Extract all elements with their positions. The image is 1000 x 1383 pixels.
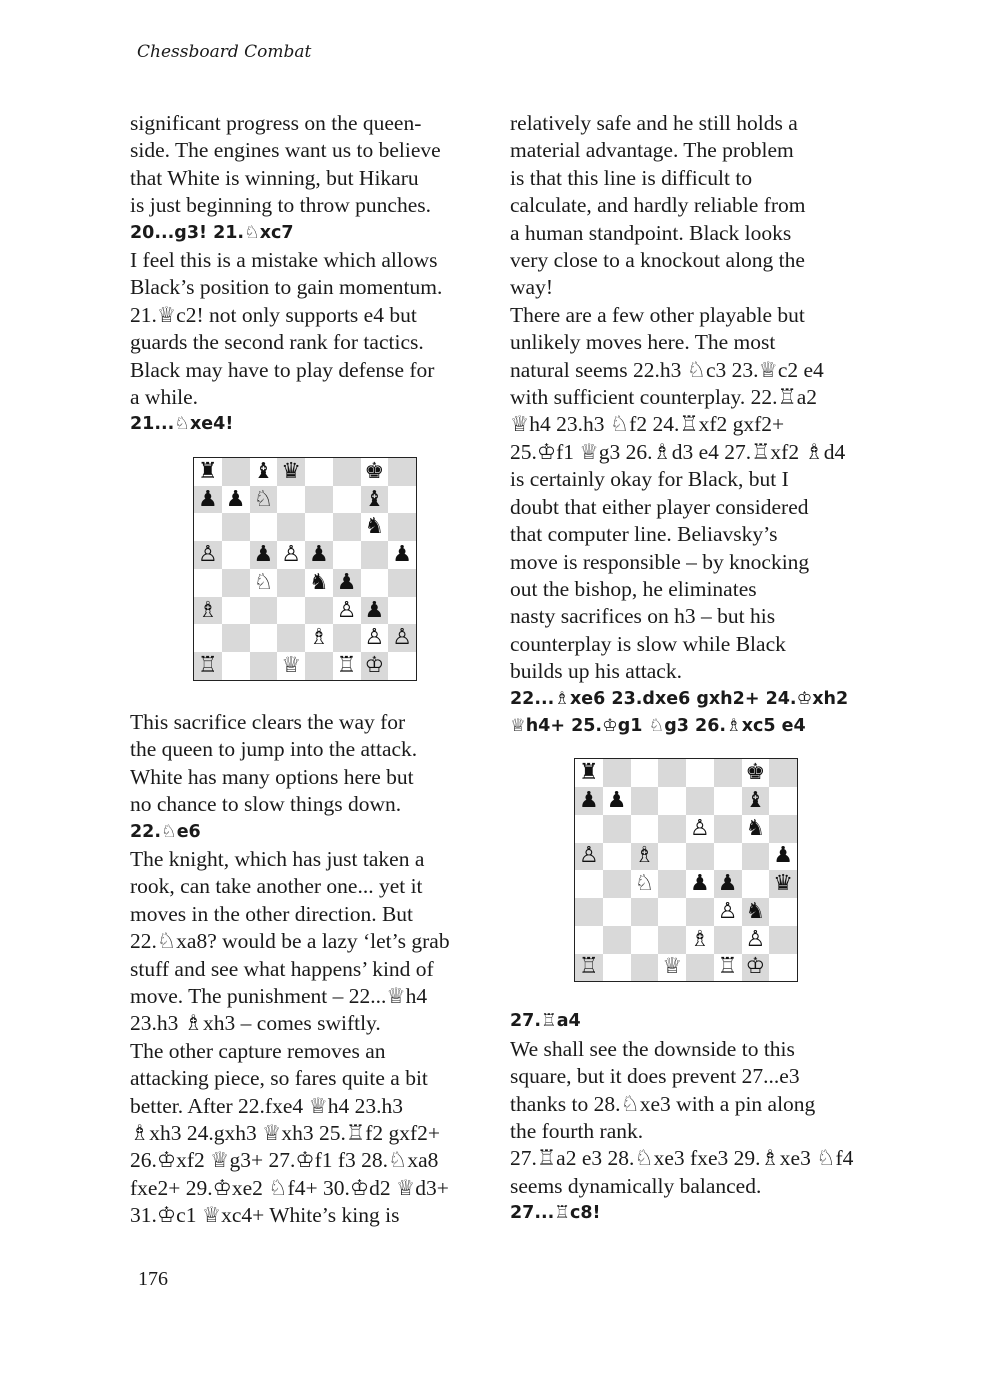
- chess-diagram-2: [574, 758, 798, 982]
- board-square: [714, 926, 742, 954]
- text-line: 27.♖a2 e3 28.♘xe3 fxe3 29.♗xe3 ♘f4: [510, 1146, 854, 1171]
- text-line: fxe2+ 29.♔xe2 ♘f4+ 30.♔d2 ♕d3+: [130, 1175, 449, 1200]
- board-square: [222, 624, 250, 652]
- chess-piece-square: ♟: [333, 569, 361, 597]
- text-line: Black’s position to gain momentum.: [130, 275, 443, 300]
- board-square: [658, 815, 686, 843]
- chess-piece-square: ♘: [631, 870, 659, 898]
- chess-piece-square: ♟: [769, 843, 797, 871]
- move-heading: 22...♗xe6 23.dxe6 gxh2+ 24.♔xh2: [510, 688, 849, 709]
- board-square: [250, 513, 278, 541]
- text-line: 23.h3 ♗xh3 – comes swiftly.: [130, 1011, 381, 1036]
- chess-piece-square: ♟: [361, 597, 389, 625]
- board-square: [658, 843, 686, 871]
- board-square: [658, 759, 686, 787]
- text-line: ♗xh3 24.gxh3 ♕xh3 25.♖f2 gxf2+: [130, 1120, 441, 1145]
- board-square: [742, 843, 770, 871]
- board-square: [305, 513, 333, 541]
- board-square: [194, 624, 222, 652]
- board-square: [603, 759, 631, 787]
- board-square: [603, 954, 631, 982]
- board-square: [388, 597, 416, 625]
- text-line: 31.♔c1 ♕xc4+ White’s king is: [130, 1203, 400, 1228]
- text-line: attacking piece, so fares quite a bit: [130, 1066, 428, 1091]
- chess-piece-square: ♞: [305, 569, 333, 597]
- text-line: that computer line. Beliavsky’s: [510, 522, 778, 547]
- paragraph: [510, 110, 872, 686]
- right-column: [510, 110, 872, 1228]
- text-line: There are a few other playable but: [510, 302, 805, 327]
- board-square: [277, 597, 305, 625]
- board-square: [631, 926, 659, 954]
- board-square: [222, 513, 250, 541]
- chess-piece-square: ♙: [194, 541, 222, 569]
- chess-piece-square: ♖: [194, 652, 222, 680]
- text-line: unlikely moves here. The most: [510, 330, 776, 355]
- text-line: side. The engines want us to believe: [130, 138, 441, 163]
- text-line: calculate, and hardly reliable from: [510, 193, 806, 218]
- chess-piece-square: ♗: [686, 926, 714, 954]
- text-line: 22.♘xa8? would be a lazy ‘let’s grab: [130, 929, 450, 954]
- text-line: better. After 22.fxe4 ♕h4 23.h3: [130, 1093, 404, 1118]
- board-square: [333, 458, 361, 486]
- chess-piece-square: ♟: [575, 787, 603, 815]
- board-square: [603, 926, 631, 954]
- chess-piece-square: ♖: [575, 954, 603, 982]
- board-square: [222, 652, 250, 680]
- board-square: [769, 954, 797, 982]
- board-square: [603, 815, 631, 843]
- chess-piece-square: ♙: [333, 597, 361, 625]
- board-square: [277, 486, 305, 514]
- chess-piece-square: ♙: [388, 624, 416, 652]
- chess-piece-square: ♛: [277, 458, 305, 486]
- chess-piece-square: ♝: [361, 486, 389, 514]
- board-square: [686, 759, 714, 787]
- text-line: The knight, which has just taken a: [130, 846, 425, 871]
- text-line: Black may have to play defense for: [130, 357, 435, 382]
- text-line: ♕h4 23.h3 ♘f2 24.♖xf2 gxf2+: [510, 412, 785, 437]
- text-line: We shall see the downside to this: [510, 1036, 795, 1061]
- chess-piece-square: ♛: [769, 870, 797, 898]
- text-line: doubt that either player considered: [510, 494, 809, 519]
- board-square: [222, 458, 250, 486]
- board-square: [305, 458, 333, 486]
- text-line: a human standpoint. Black looks: [510, 220, 792, 245]
- board-square: [575, 898, 603, 926]
- chess-piece-square: ♚: [361, 458, 389, 486]
- chess-piece-square: ♟: [250, 541, 278, 569]
- board-square: [714, 759, 742, 787]
- board-square: [631, 898, 659, 926]
- board-square: [742, 870, 770, 898]
- board-square: [388, 458, 416, 486]
- text-line: the fourth rank.: [510, 1118, 644, 1143]
- board-square: [361, 569, 389, 597]
- board-square: [658, 898, 686, 926]
- text-line: significant progress on the queen-: [130, 111, 422, 135]
- board-square: [714, 787, 742, 815]
- text-line: very close to a knockout along the: [510, 248, 805, 273]
- text-line: White has many options here but: [130, 764, 414, 789]
- board-square: [686, 954, 714, 982]
- board-square: [388, 513, 416, 541]
- board-square: [250, 652, 278, 680]
- board-square: [194, 513, 222, 541]
- chess-piece-square: ♙: [361, 624, 389, 652]
- paragraph: [130, 110, 492, 220]
- left-column: [130, 110, 492, 1230]
- board-square: [194, 569, 222, 597]
- chess-piece-square: ♙: [742, 926, 770, 954]
- board-square: [603, 898, 631, 926]
- board-square: [388, 486, 416, 514]
- chess-diagram-1: [193, 457, 417, 681]
- text-line: material advantage. The problem: [510, 138, 794, 163]
- board-square: [575, 815, 603, 843]
- chess-piece-square: ♕: [658, 954, 686, 982]
- chess-piece-square: ♗: [631, 843, 659, 871]
- board-square: [575, 870, 603, 898]
- chess-piece-square: ♜: [575, 759, 603, 787]
- text-line: 25.♔f1 ♕g3 26.♗d3 e4 27.♖xf2 ♗d4: [510, 439, 846, 464]
- board-square: [658, 926, 686, 954]
- chess-piece-square: ♚: [742, 759, 770, 787]
- chess-piece-square: ♟: [305, 541, 333, 569]
- text-line: out the bishop, he eliminates: [510, 576, 757, 601]
- chess-piece-square: ♙: [714, 898, 742, 926]
- chess-piece-square: ♞: [742, 898, 770, 926]
- board-square: [686, 843, 714, 871]
- text-line: This sacrifice clears the way for: [130, 709, 406, 734]
- text-line: way!: [510, 275, 553, 300]
- chess-piece-square: ♝: [250, 458, 278, 486]
- text-line: moves in the other direction. But: [130, 901, 414, 926]
- board-square: [603, 843, 631, 871]
- text-line: no chance to slow things down.: [130, 792, 402, 817]
- chess-piece-square: ♝: [742, 787, 770, 815]
- chess-piece-square: ♙: [686, 815, 714, 843]
- chess-piece-square: ♟: [714, 870, 742, 898]
- text-line: stuff and see what happens’ kind of: [130, 956, 434, 981]
- board-square: [769, 926, 797, 954]
- board-square: [769, 759, 797, 787]
- text-line: that White is winning, but Hikaru: [130, 165, 419, 190]
- chess-piece-square: ♕: [277, 652, 305, 680]
- text-line: 21.♕c2! not only supports e4 but: [130, 302, 417, 327]
- board-square: [769, 898, 797, 926]
- text-line: seems dynamically balanced.: [510, 1173, 762, 1198]
- board-square: [305, 486, 333, 514]
- text-line: is just beginning to throw punches.: [130, 193, 431, 218]
- chess-piece-square: ♟: [194, 486, 222, 514]
- board-square: [277, 513, 305, 541]
- move-heading: 22.♘e6: [130, 821, 201, 842]
- chess-piece-square: ♞: [742, 815, 770, 843]
- chess-piece-square: ♔: [742, 954, 770, 982]
- board-square: [658, 870, 686, 898]
- move-heading: ♕h4+ 25.♔g1 ♘g3 26.♗xc5 e4: [510, 715, 806, 736]
- text-line: move. The punishment – 22...♕h4: [130, 983, 428, 1008]
- text-line: I feel this is a mistake which allows: [130, 248, 438, 273]
- text-line: The other capture removes an: [130, 1038, 386, 1063]
- board-square: [277, 624, 305, 652]
- chess-piece-square: ♙: [277, 541, 305, 569]
- board-square: [686, 898, 714, 926]
- paragraph: [130, 709, 492, 819]
- chess-piece-square: ♟: [603, 787, 631, 815]
- board-square: [222, 569, 250, 597]
- page-number: 176: [138, 1268, 168, 1290]
- board-square: [250, 624, 278, 652]
- board-square: [575, 926, 603, 954]
- move-heading: 20...g3! 21.♘xc7: [130, 222, 294, 243]
- board-square: [388, 569, 416, 597]
- board-square: [631, 759, 659, 787]
- board-square: [333, 513, 361, 541]
- chess-piece-square: ♖: [714, 954, 742, 982]
- text-line: is certainly okay for Black, but I: [510, 467, 789, 492]
- text-line: nasty sacrifices on h3 – but his: [510, 604, 776, 629]
- board-square: [305, 597, 333, 625]
- text-line: natural seems 22.h3 ♘c3 23.♕c2 e4: [510, 357, 824, 382]
- board-square: [305, 652, 333, 680]
- text-line: is that this line is difficult to: [510, 165, 753, 190]
- chess-piece-square: ♟: [222, 486, 250, 514]
- board-square: [631, 787, 659, 815]
- chess-piece-square: ♙: [575, 843, 603, 871]
- board-square: [769, 787, 797, 815]
- board-square: [603, 870, 631, 898]
- text-line: 26.♔xf2 ♕g3+ 27.♔f1 f3 28.♘xa8: [130, 1148, 439, 1173]
- paragraph: [510, 1036, 872, 1200]
- text-line: square, but it does prevent 27...e3: [510, 1064, 800, 1089]
- board-square: [714, 843, 742, 871]
- text-line: with sufficient counterplay. 22.♖a2: [510, 385, 818, 410]
- text-line: counterplay is slow while Black: [510, 631, 786, 656]
- text-line: a while.: [130, 385, 199, 410]
- text-line: relatively safe and he still holds a: [510, 111, 798, 135]
- paragraph: [130, 247, 492, 411]
- board-square: [769, 815, 797, 843]
- board-square: [686, 787, 714, 815]
- board-square: [631, 954, 659, 982]
- board-square: [222, 541, 250, 569]
- chess-piece-square: ♜: [194, 458, 222, 486]
- board-square: [714, 815, 742, 843]
- text-line: rook, can take another one... yet it: [130, 874, 423, 899]
- move-heading: 27.♖a4: [510, 1011, 581, 1032]
- chess-piece-square: ♗: [305, 624, 333, 652]
- chess-piece-square: ♖: [333, 652, 361, 680]
- text-line: guards the second rank for tactics.: [130, 330, 424, 355]
- board-square: [333, 624, 361, 652]
- chess-piece-square: ♗: [194, 597, 222, 625]
- board-square: [658, 787, 686, 815]
- paragraph: [130, 846, 492, 1230]
- chess-piece-square: ♘: [250, 486, 278, 514]
- chess-piece-square: ♔: [361, 652, 389, 680]
- board-square: [250, 597, 278, 625]
- chess-piece-square: ♟: [686, 870, 714, 898]
- board-square: [333, 541, 361, 569]
- chess-piece-square: ♞: [361, 513, 389, 541]
- board-square: [333, 486, 361, 514]
- board-square: [361, 541, 389, 569]
- move-heading: 21...♘xe4!: [130, 414, 234, 435]
- board-square: [631, 815, 659, 843]
- chess-piece-square: ♟: [388, 541, 416, 569]
- text-line: move is responsible – by knocking: [510, 549, 810, 574]
- text-line: thanks to 28.♘xe3 with a pin along: [510, 1091, 816, 1116]
- board-square: [277, 569, 305, 597]
- text-line: the queen to jump into the attack.: [130, 737, 418, 762]
- running-head: Chessboard Combat: [137, 42, 312, 62]
- chess-piece-square: ♘: [250, 569, 278, 597]
- move-heading: 27...♖c8!: [510, 1203, 601, 1224]
- board-square: [222, 597, 250, 625]
- text-line: builds up his attack.: [510, 659, 682, 684]
- board-square: [388, 652, 416, 680]
